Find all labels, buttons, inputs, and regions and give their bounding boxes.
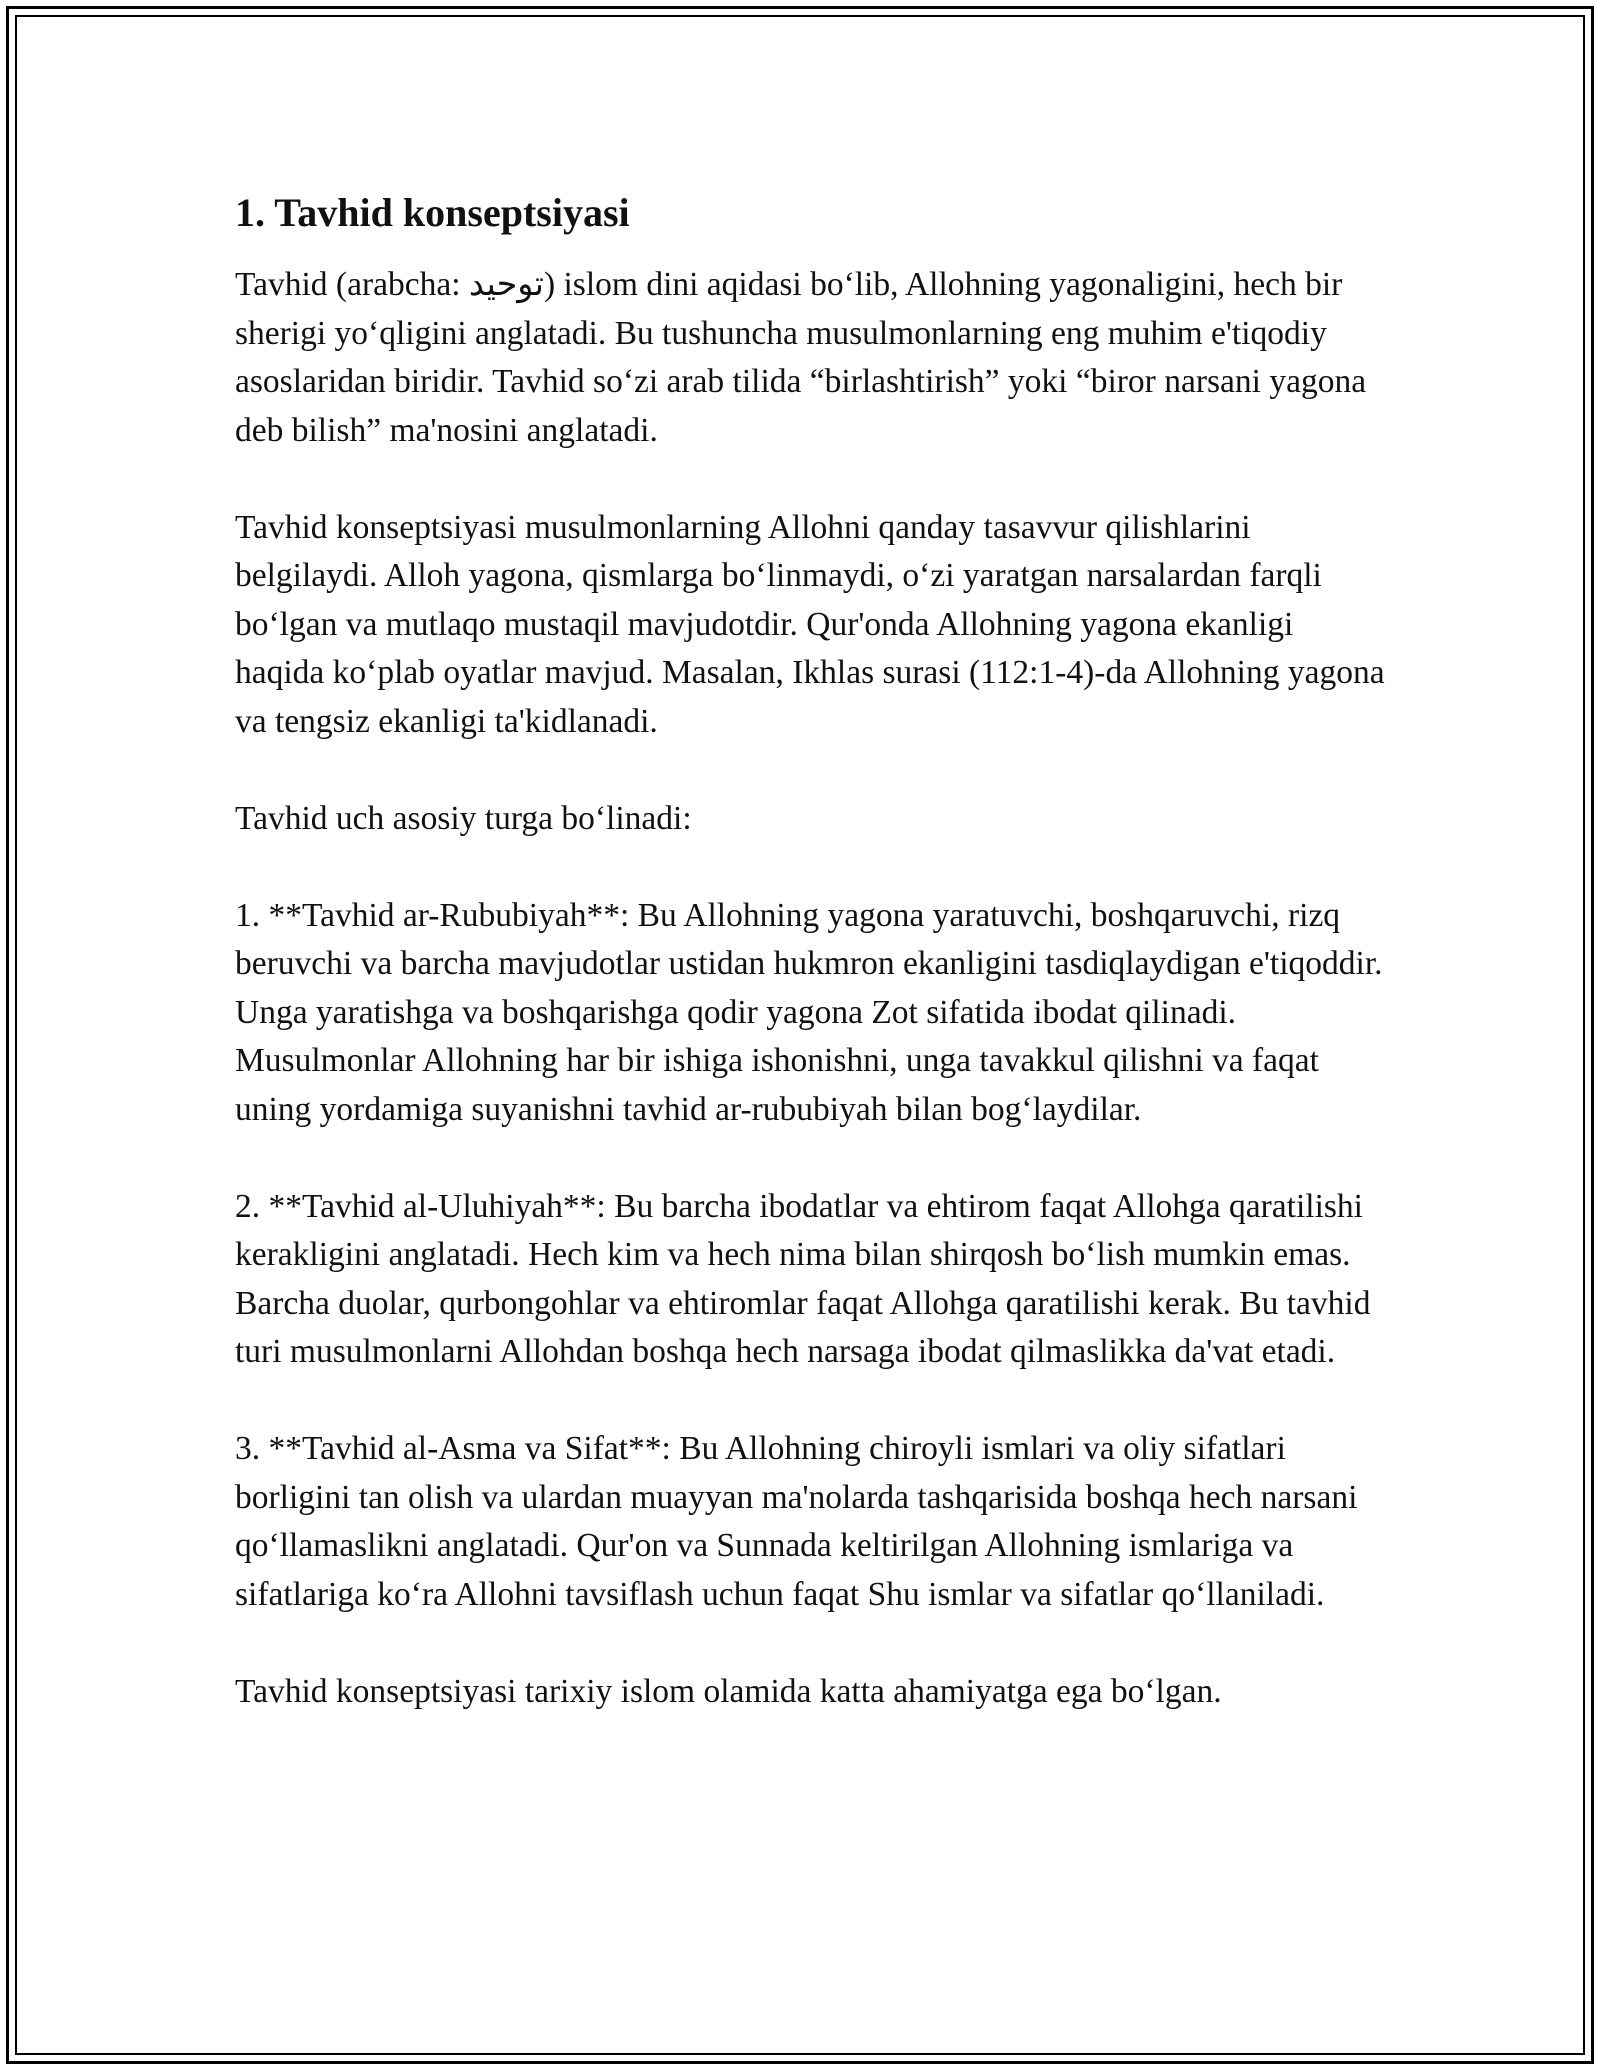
paragraph-uluhiyah: 2. **Tavhid al-Uluhiyah**: Bu barcha ibodatlar va ehtirom faqat Allohga qaratilishi kerakligini anglatadi. Hech kim va hech nima bilan shirqosh bo‘lish mumkin emas. Barcha duolar, qurbongohlar va ehtiromlar faqat Allohga qaratilishi kerak. Bu tavhid turi musulmonlarni Allohdan boshqa hech narsaga ibodat qilmaslikka da'vat etadi. <box>235 1187 1371 1370</box>
paragraph-concept: Tavhid konseptsiyasi musulmonlarning Allohni qanday tasavvur qilishlarini belgilaydi. Alloh yagona, qismlarga bo‘linmaydi, o‘zi yaratgan narsalardan farqli bo‘lgan va mutlaqo mustaqil mavjudotdir. Qur'onda Allohning yagona ekanligi haqida ko‘plab oyatlar mavjud. Masalan, Ikhlas surasi (112:1-4)-da Allohning yagona va tengsiz ekanligi ta'kidlanadi. <box>235 508 1385 740</box>
paragraph-asma-sifat: 3. **Tavhid al-Asma va Sifat**: Bu Allohning chiroyli ismlari va oliy sifatlari borligini tan olish va ulardan muayyan ma'nolarda tashqarisida boshqa hech narsani qo‘llamaslikni anglatadi. Qur'on va Sunnada keltirilgan Allohning ismlariga va sifatlariga ko‘ra Allohni tavsiflash uchun faqat Shu ismlar va sifatlar qo‘llaniladi. <box>235 1430 1358 1613</box>
paragraph-definition: Tavhid (arabcha: توحيد) islom dini aqidasi bo‘lib, Allohning yagonaligini, hech bir sherigi yo‘qligini anglatadi. Bu tushuncha musulmonlarning eng muhim e'tiqodiy asoslaridan biridir. Tavhid so‘zi arab tilida “birlashtirish” yoki “biror narsani yagona deb bilish” ma'nosini anglatadi. <box>235 266 1367 449</box>
paragraph-types-intro: Tavhid uch asosiy turga bo‘linadi: <box>235 799 692 837</box>
paragraph-rububiyah: 1. **Tavhid ar-Rububiyah**: Bu Allohning yagona yaratuvchi, boshqaruvchi, rizq beruvchi va barcha mavjudotlar ustidan hukmron ekanligini tasdiqlaydigan e'tiqoddir. Unga yaratishga va boshqarishga qodir yagona Zot sifatida ibodat qilinadi. Musulmonlar Allohning har bir ishiga ishonishni, unga tavakkul qilishni va faqat uning yordamiga suyanishni tavhid ar-rububiyah bilan bog‘laydilar. <box>235 896 1383 1128</box>
section-heading: 1. Tavhid konseptsiyasi <box>235 190 630 235</box>
document-body <box>235 185 1385 1716</box>
paragraph-conclusion: Tavhid konseptsiyasi tarixiy islom olamida katta ahamiyatga ega bo‘lgan. <box>235 1672 1222 1710</box>
